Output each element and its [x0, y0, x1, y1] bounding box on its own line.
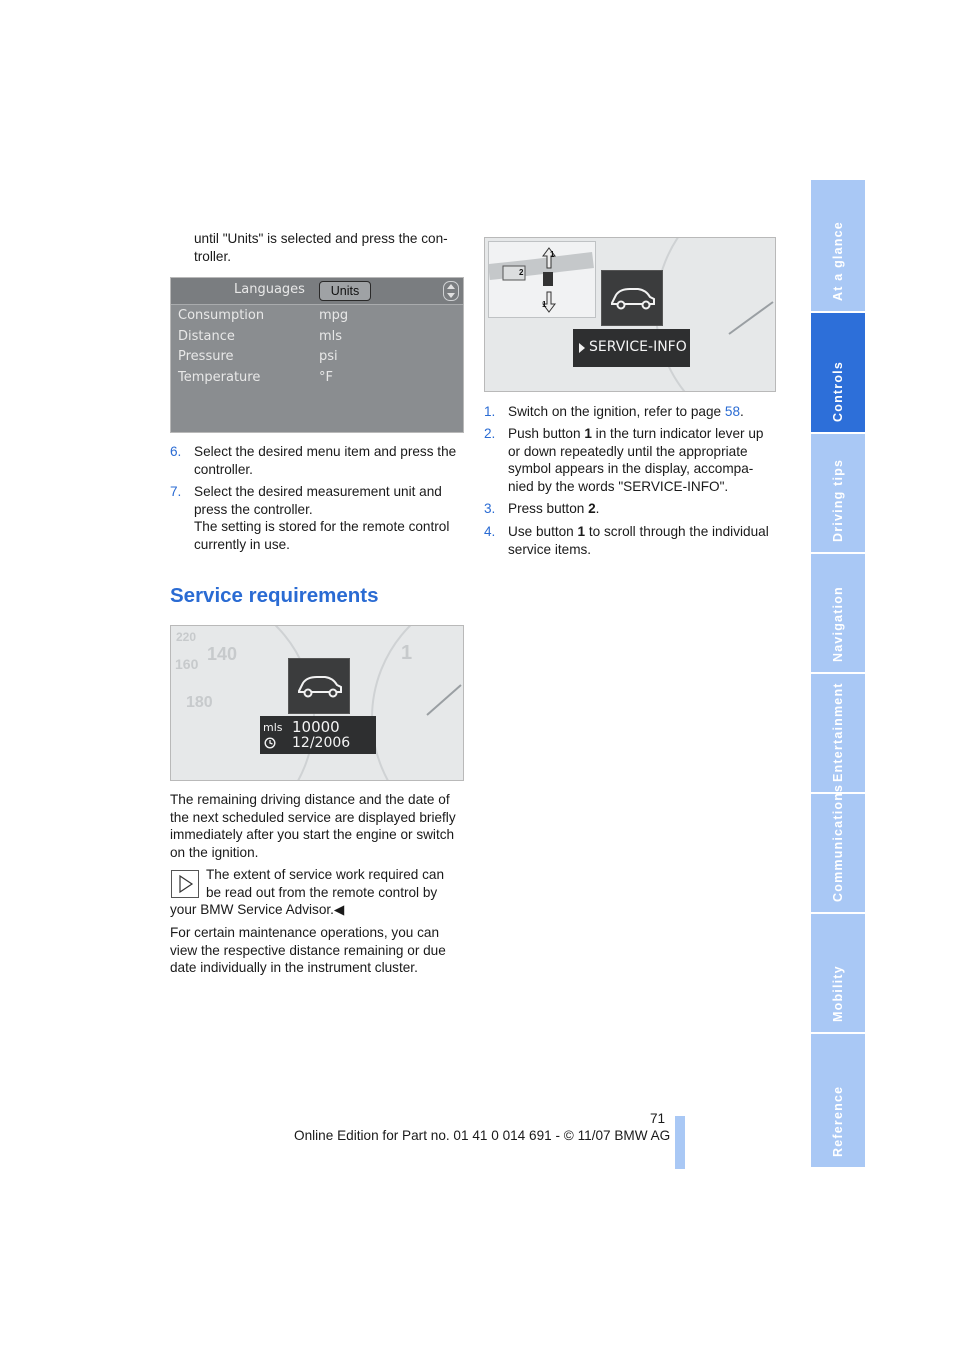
row-distance-value: mls	[319, 329, 343, 344]
service-info-display	[573, 329, 690, 367]
sidebar-tab-label: Navigation	[831, 586, 845, 662]
list-item: 6. Select the desired menu item and press the controller.	[170, 444, 457, 477]
row-temperature-value: °F	[319, 370, 333, 385]
button-label: 1	[542, 300, 547, 309]
distance-value: 10000	[292, 718, 340, 736]
gauge-label: 160	[175, 656, 199, 672]
intro-text	[194, 230, 448, 265]
sidebar-tab-mobility[interactable]	[811, 914, 865, 1032]
gauge-label: 140	[207, 644, 238, 664]
button-label: 2	[519, 268, 524, 277]
scroll-arrows-icon	[443, 281, 459, 301]
sidebar-tab-label: Entertainment	[831, 682, 845, 782]
sidebar-tab-driving-tips[interactable]	[811, 434, 865, 552]
row-consumption-label: Consumption	[178, 308, 265, 323]
list-item: 1. Switch on the ignition, refer to page 58.	[484, 404, 744, 419]
row-pressure-value: psi	[319, 349, 338, 364]
service-info-figure	[484, 237, 776, 392]
list-item: 4. Use button 1 to scroll through the individual service items.	[484, 524, 769, 557]
service-date: 12/2006	[292, 735, 351, 751]
service-info-text: SERVICE-INFO	[589, 339, 687, 355]
note-line-3: your BMW Service Advisor.◀	[170, 902, 345, 917]
note-icon	[171, 870, 199, 898]
arrow-right-icon	[578, 342, 586, 354]
needle-icon	[421, 681, 463, 721]
sidebar-tab-controls[interactable]	[811, 313, 865, 432]
units-menu-figure	[170, 277, 464, 433]
service-symbol-box	[601, 270, 663, 326]
sidebar-tab-navigation[interactable]	[811, 554, 865, 672]
paragraph-maintenance: For certain maintenance operations, you can view the respective distance remaining or due date individually in the instrument cluster.	[170, 925, 446, 976]
tab-units: Units	[319, 281, 371, 301]
row-consumption-value: mpg	[319, 308, 349, 323]
needle-icon	[725, 298, 775, 338]
sidebar-tab-communications[interactable]	[811, 783, 865, 912]
instrument-cluster-figure	[170, 625, 464, 781]
list-item: 3. Press button 2.	[484, 501, 600, 516]
sidebar-tab-entertainment[interactable]	[811, 674, 865, 792]
note-line-1: The extent of service work required can	[206, 867, 445, 882]
car-icon	[602, 271, 662, 325]
units-menu-header	[171, 278, 463, 305]
button-label: 1	[550, 250, 555, 259]
gauge-label: 220	[176, 630, 197, 644]
sidebar-tab-at-a-glance[interactable]	[811, 180, 865, 311]
row-distance-label: Distance	[178, 329, 235, 344]
sidebar-tab-label: Driving tips	[831, 458, 845, 542]
note-line-2: be read out from the remote control by	[206, 885, 438, 900]
sidebar-tab-reference[interactable]	[811, 1034, 865, 1167]
list-item: 7. Select the desired measurement unit and press the controller. The setting is stored for the remote control currently in use.	[170, 484, 450, 552]
section-heading: Service requirements	[170, 584, 379, 607]
sidebar-tab-label: At a glance	[831, 221, 845, 301]
intro-line-2: troller.	[194, 248, 232, 264]
sidebar-tab-label: Controls	[831, 361, 845, 422]
gauge-label: 1	[401, 642, 413, 664]
car-icon	[289, 659, 349, 713]
distance-unit: mls	[263, 721, 283, 734]
clock-icon	[264, 737, 276, 749]
sidebar-tab-label: Mobility	[831, 965, 845, 1022]
turn-indicator-lever-inset	[488, 241, 596, 318]
paragraph-remaining-distance: The remaining driving distance and the date of the next scheduled service are displayed briefly immediately after you start the engine or switch on the ignition.	[170, 792, 456, 860]
footer-accent-bar	[675, 1116, 685, 1169]
service-symbol-box	[288, 658, 350, 714]
row-temperature-label: Temperature	[178, 370, 261, 385]
intro-line-1: until "Units" is selected and press the con-	[194, 231, 448, 246]
page-number: 71	[650, 1111, 666, 1126]
tab-languages: Languages	[234, 282, 305, 297]
page-link[interactable]: 58	[724, 404, 741, 419]
service-data-display	[260, 716, 376, 754]
footer-edition: Online Edition for Part no. 01 41 0 014 691 - © 11/07 BMW AG	[294, 1128, 671, 1143]
sidebar-tab-label: Communications	[831, 783, 845, 902]
list-item: 2. Push button 1 in the turn indicator lever up or down repeatedly until the appropriate symbol appears in the display, accompa- nied by the words "SERVICE-INFO".	[484, 426, 764, 494]
sidebar-tab-label: Reference	[831, 1085, 845, 1157]
gauge-label: 180	[186, 694, 213, 711]
row-pressure-label: Pressure	[178, 349, 234, 364]
